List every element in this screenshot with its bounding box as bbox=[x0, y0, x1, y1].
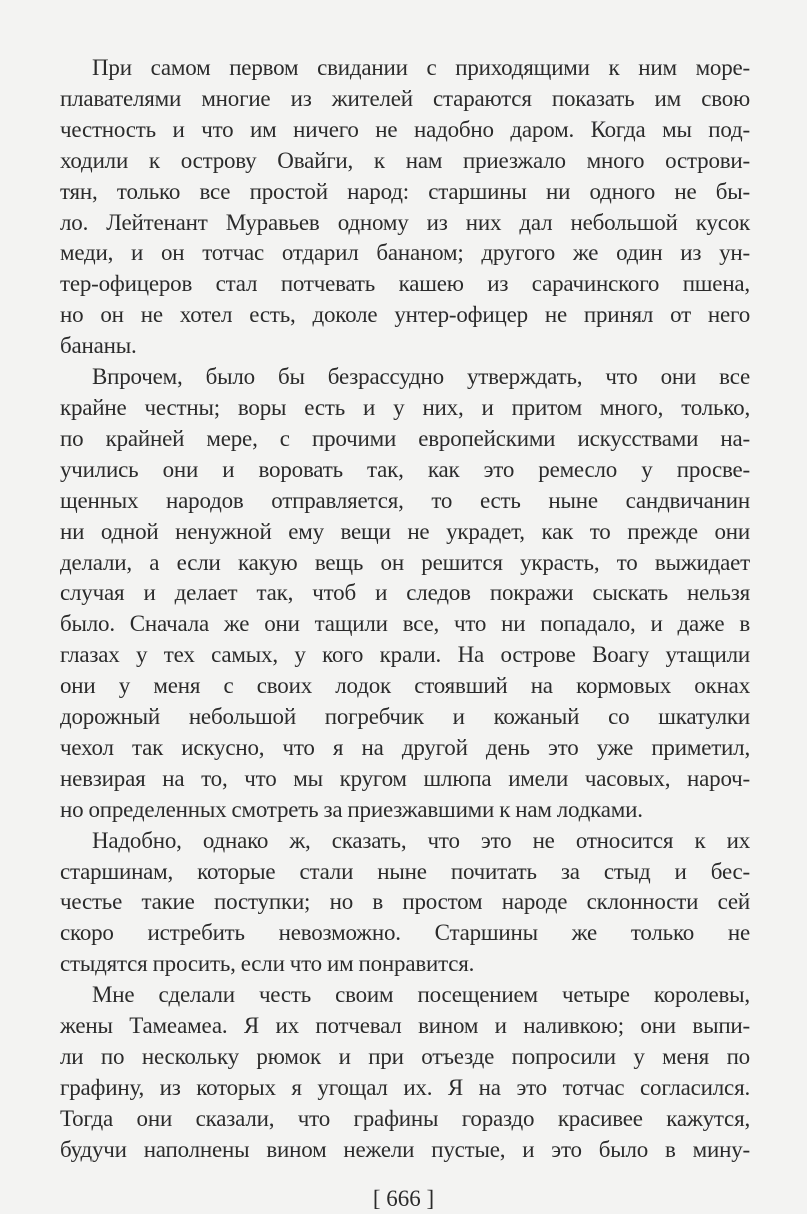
text-line: по крайней мере, с прочими европейскими искусствами на- bbox=[60, 425, 750, 451]
text-line: тер-офицеров стал потчевать кашею из сарачинского пшена, bbox=[60, 271, 750, 297]
text-line: они у меня с своих лодок стоявший на кормовых окнах bbox=[60, 673, 750, 699]
text-line: скоро истребить невозможно. Старшины же только не bbox=[60, 920, 750, 946]
text-line: честность и что им ничего не надобно даром. Когда мы под- bbox=[60, 116, 750, 142]
paragraph bbox=[60, 980, 750, 1165]
paragraph bbox=[60, 53, 750, 362]
text-line: тян, только все простой народ: старшины ни одного не бы- bbox=[60, 178, 750, 204]
text-line: невзирая на то, что мы кругом шлюпа имели часовых, нароч- bbox=[60, 765, 750, 791]
text-line: стыдятся просить, если что им понравится. bbox=[60, 951, 475, 977]
text-line: Мне сделали честь своим посещением четыре королевы, bbox=[92, 982, 750, 1008]
text-line: щенных народов отправляется, то есть ныне сандвичанин bbox=[60, 487, 750, 513]
text-line: случая и делает так, чтоб и следов покражи сыскать нельзя bbox=[60, 580, 750, 606]
text-line: дорожный небольшой погребчик и кожаный со шкатулки bbox=[60, 704, 750, 730]
text-line: старшинам, которые стали ныне почитать за стыд и бес- bbox=[60, 858, 750, 884]
text-line: плавателями многие из жителей стараются показать им свою bbox=[60, 85, 750, 111]
text-line: ни одной ненужной ему вещи не украдет, как то прежде они bbox=[60, 518, 750, 544]
text-line: но он не хотел есть, доколе унтер-офицер не принял от него bbox=[60, 302, 750, 328]
text-line: учились они и воровать так, как это ремесло у просве- bbox=[60, 456, 750, 482]
text-line: Впрочем, было бы безрассудно утверждать, что они все bbox=[92, 364, 750, 390]
paragraph bbox=[60, 362, 750, 826]
text-line: ли по нескольку рюмок и при отъезде попросили у меня по bbox=[60, 1044, 750, 1069]
text-line: было. Сначала же они тащили все, что ни попадало, и даже в bbox=[60, 611, 750, 637]
text-line: честье такие поступки; но в простом народе склонности сей bbox=[60, 889, 750, 915]
text-line: но определенных смотреть за приезжавшими к нам лодками. bbox=[60, 796, 643, 822]
text-line: глазах у тех самых, у кого крали. На острове Воагу утащили bbox=[60, 642, 750, 668]
text-line: При самом первом свидании с приходящими к ним море- bbox=[92, 55, 750, 80]
text-line: Надобно, однако ж, сказать, что это не относится к их bbox=[92, 827, 750, 853]
text-line: будучи наполнены вином нежели пустые, и это было в мину- bbox=[60, 1136, 750, 1162]
text-line: графину, из которых я угощал их. Я на это тотчас согласился. bbox=[60, 1074, 750, 1100]
text-line: жены Тамеамеа. Я их потчевал вином и наливкою; они выпи- bbox=[60, 1013, 750, 1039]
text-line: Тогда они сказали, что графины гораздо красивее кажутся, bbox=[60, 1105, 750, 1131]
text-line: чехол так искусно, что я на другой день это уже приметил, bbox=[60, 734, 750, 760]
text-line: ходили к острову Овайги, к нам приезжало много острови- bbox=[60, 147, 750, 173]
page-number: [ 666 ] bbox=[372, 1185, 435, 1211]
page-body-text bbox=[60, 53, 750, 1166]
text-line: меди, и он тотчас отдарил бананом; другого же один из ун- bbox=[60, 240, 750, 266]
text-line: ло. Лейтенант Муравьев одному из них дал небольшой кусок bbox=[60, 209, 750, 235]
text-line: крайне честны; воры есть и у них, и притом много, только, bbox=[60, 394, 750, 420]
paragraph bbox=[60, 826, 750, 981]
text-line: бананы. bbox=[60, 333, 137, 359]
text-line: делали, а если какую вещь он решится украсть, то выжидает bbox=[60, 549, 750, 575]
